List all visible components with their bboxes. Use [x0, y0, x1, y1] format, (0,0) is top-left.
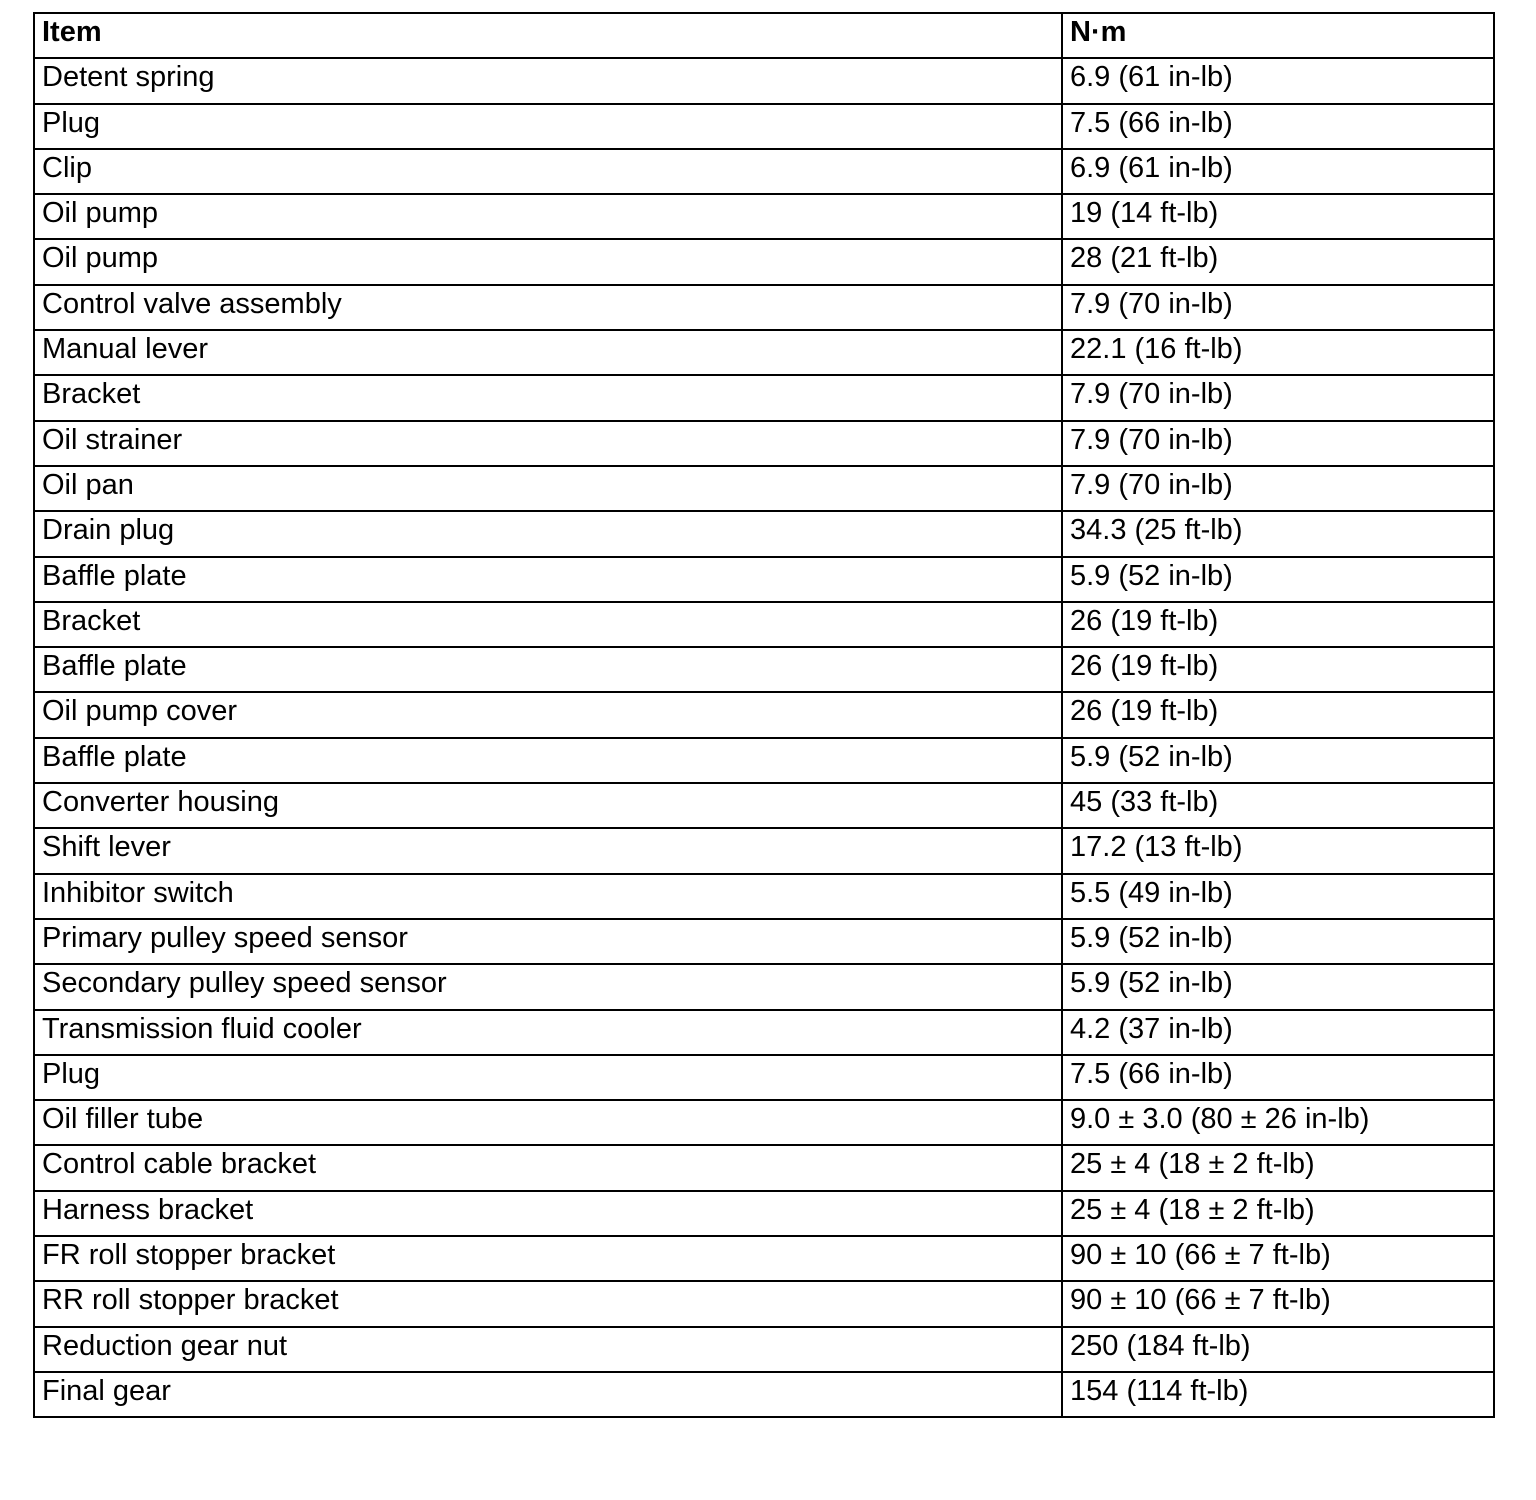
table-row	[34, 602, 1494, 647]
cell-torque: 154 (114 ft-lb)	[1062, 1372, 1494, 1417]
table-body	[34, 58, 1494, 1417]
table-row	[34, 1327, 1494, 1372]
cell-item: Clip	[34, 149, 1062, 194]
cell-item: Control cable bracket	[34, 1145, 1062, 1190]
table-header-row	[34, 13, 1494, 58]
cell-torque: 17.2 (13 ft-lb)	[1062, 828, 1494, 873]
cell-item: Oil strainer	[34, 421, 1062, 466]
table-row	[34, 421, 1494, 466]
header-item: Item	[34, 13, 1062, 58]
table-row	[34, 738, 1494, 783]
cell-item: Oil pump	[34, 239, 1062, 284]
cell-item: Bracket	[34, 602, 1062, 647]
table-row	[34, 330, 1494, 375]
cell-item: Oil pan	[34, 466, 1062, 511]
table-row	[34, 1372, 1494, 1417]
table-row	[34, 511, 1494, 556]
cell-item: Baffle plate	[34, 738, 1062, 783]
cell-torque: 9.0 ± 3.0 (80 ± 26 in-lb)	[1062, 1100, 1494, 1145]
cell-torque: 7.9 (70 in-lb)	[1062, 421, 1494, 466]
table-row	[34, 239, 1494, 284]
cell-torque: 7.9 (70 in-lb)	[1062, 466, 1494, 511]
cell-torque: 90 ± 10 (66 ± 7 ft-lb)	[1062, 1236, 1494, 1281]
cell-item: Primary pulley speed sensor	[34, 919, 1062, 964]
cell-torque: 26 (19 ft-lb)	[1062, 692, 1494, 737]
cell-item: Shift lever	[34, 828, 1062, 873]
cell-item: Transmission fluid cooler	[34, 1010, 1062, 1055]
table-row	[34, 919, 1494, 964]
cell-torque: 26 (19 ft-lb)	[1062, 602, 1494, 647]
cell-item: Drain plug	[34, 511, 1062, 556]
table-row	[34, 1191, 1494, 1236]
cell-torque: 5.9 (52 in-lb)	[1062, 919, 1494, 964]
cell-torque: 25 ± 4 (18 ± 2 ft-lb)	[1062, 1191, 1494, 1236]
cell-item: Manual lever	[34, 330, 1062, 375]
cell-item: Control valve assembly	[34, 285, 1062, 330]
table-row	[34, 1055, 1494, 1100]
table-row	[34, 194, 1494, 239]
cell-item: Secondary pulley speed sensor	[34, 964, 1062, 1009]
cell-torque: 26 (19 ft-lb)	[1062, 647, 1494, 692]
table-row	[34, 58, 1494, 103]
cell-torque: 90 ± 10 (66 ± 7 ft-lb)	[1062, 1281, 1494, 1326]
cell-item: FR roll stopper bracket	[34, 1236, 1062, 1281]
cell-torque: 45 (33 ft-lb)	[1062, 783, 1494, 828]
table-row	[34, 1281, 1494, 1326]
cell-item: Oil pump	[34, 194, 1062, 239]
cell-torque: 7.5 (66 in-lb)	[1062, 1055, 1494, 1100]
table-row	[34, 285, 1494, 330]
cell-item: Detent spring	[34, 58, 1062, 103]
cell-torque: 7.9 (70 in-lb)	[1062, 375, 1494, 420]
table-row	[34, 783, 1494, 828]
cell-item: Plug	[34, 1055, 1062, 1100]
cell-torque: 5.5 (49 in-lb)	[1062, 874, 1494, 919]
cell-item: Plug	[34, 104, 1062, 149]
cell-item: Harness bracket	[34, 1191, 1062, 1236]
cell-item: Baffle plate	[34, 557, 1062, 602]
cell-torque: 7.5 (66 in-lb)	[1062, 104, 1494, 149]
cell-torque: 6.9 (61 in-lb)	[1062, 58, 1494, 103]
cell-item: Converter housing	[34, 783, 1062, 828]
table-row	[34, 149, 1494, 194]
cell-torque: 28 (21 ft-lb)	[1062, 239, 1494, 284]
cell-torque: 5.9 (52 in-lb)	[1062, 557, 1494, 602]
table-row	[34, 874, 1494, 919]
cell-torque: 250 (184 ft-lb)	[1062, 1327, 1494, 1372]
cell-torque: 5.9 (52 in-lb)	[1062, 964, 1494, 1009]
torque-spec-table	[33, 12, 1495, 1418]
table-row	[34, 466, 1494, 511]
header-torque: N·m	[1062, 13, 1494, 58]
table-row	[34, 692, 1494, 737]
cell-item: Inhibitor switch	[34, 874, 1062, 919]
cell-torque: 5.9 (52 in-lb)	[1062, 738, 1494, 783]
cell-torque: 7.9 (70 in-lb)	[1062, 285, 1494, 330]
cell-torque: 25 ± 4 (18 ± 2 ft-lb)	[1062, 1145, 1494, 1190]
cell-torque: 4.2 (37 in-lb)	[1062, 1010, 1494, 1055]
cell-item: Final gear	[34, 1372, 1062, 1417]
table-row	[34, 964, 1494, 1009]
cell-torque: 6.9 (61 in-lb)	[1062, 149, 1494, 194]
cell-item: Oil pump cover	[34, 692, 1062, 737]
cell-item: Reduction gear nut	[34, 1327, 1062, 1372]
table-row	[34, 1100, 1494, 1145]
table-row	[34, 1236, 1494, 1281]
cell-torque: 22.1 (16 ft-lb)	[1062, 330, 1494, 375]
table-row	[34, 647, 1494, 692]
table-row	[34, 557, 1494, 602]
table-row	[34, 375, 1494, 420]
table-row	[34, 1010, 1494, 1055]
cell-torque: 34.3 (25 ft-lb)	[1062, 511, 1494, 556]
table-row	[34, 828, 1494, 873]
table-row	[34, 1145, 1494, 1190]
cell-torque: 19 (14 ft-lb)	[1062, 194, 1494, 239]
cell-item: RR roll stopper bracket	[34, 1281, 1062, 1326]
cell-item: Baffle plate	[34, 647, 1062, 692]
cell-item: Bracket	[34, 375, 1062, 420]
table-row	[34, 104, 1494, 149]
cell-item: Oil filler tube	[34, 1100, 1062, 1145]
